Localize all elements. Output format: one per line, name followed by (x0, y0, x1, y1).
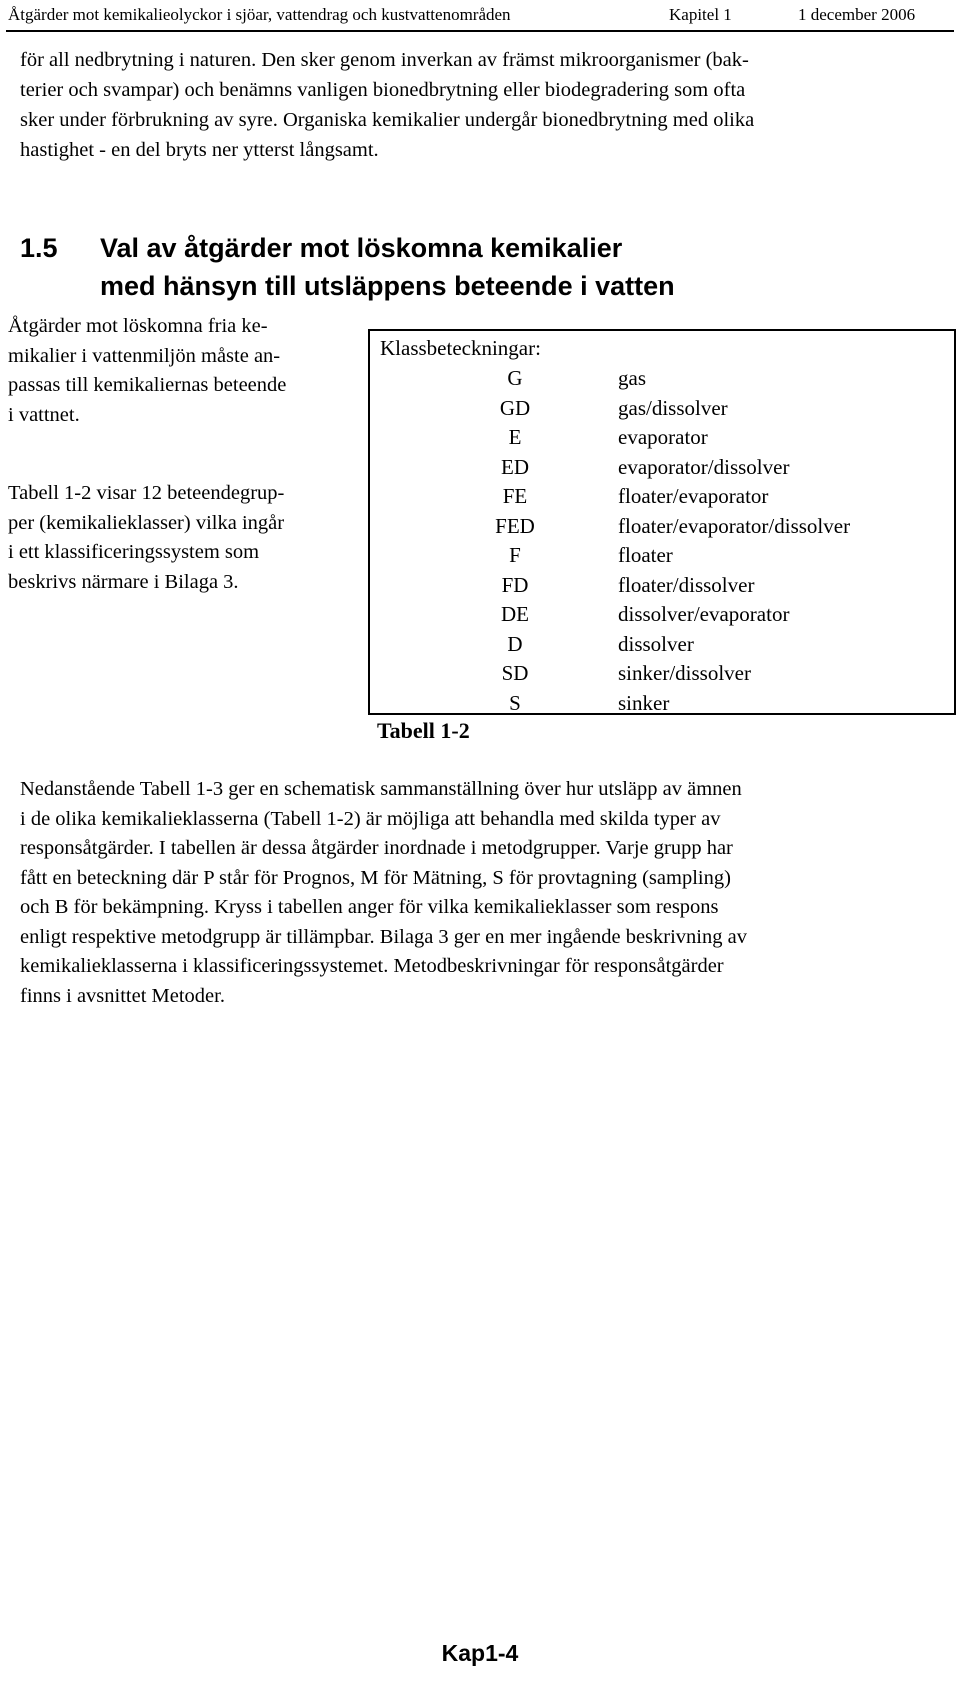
class-row (370, 658, 954, 688)
class-description: gas/dissolver (618, 395, 728, 420)
intro-line: för all nedbrytning i naturen. Den sker genom inverkan av främst mikroorganismer (bak- (20, 49, 749, 71)
class-row (370, 511, 954, 541)
body-line: i de olika kemikalieklasserna (Tabell 1-2) är möjliga att behandla med skilda typer av (20, 807, 721, 830)
left-column-line: per (kemikalieklasser) vilka ingår (8, 511, 285, 534)
class-description: floater/evaporator (618, 484, 769, 508)
intro-line: hastighet - en del bryts ner ytterst långsamt. (20, 139, 379, 161)
header-divider (6, 30, 954, 32)
table-caption: Tabell 1-2 (377, 718, 470, 743)
class-code: E (508, 425, 522, 449)
left-column-line: i ett klassificeringssystem som (8, 541, 260, 563)
class-row (370, 570, 954, 600)
body-line: och B för bekämpning. Kryss i tabellen anger för vilka kemikalieklasser som respons (20, 896, 719, 918)
class-code: ED (501, 454, 529, 479)
class-row (370, 452, 954, 482)
left-column-line: Tabell 1-2 visar 12 beteendegrup- (8, 482, 285, 504)
section-title-line-2: med hänsyn till utsläppens beteende i vatten (100, 271, 675, 301)
class-description: dissolver/evaporator (618, 602, 790, 626)
left-column-line: mikalier i vattenmiljön måste an- (8, 344, 281, 367)
class-code: S (509, 690, 521, 715)
intro-paragraph (20, 45, 935, 165)
class-row (370, 393, 954, 423)
class-description: floater (618, 543, 673, 567)
left-column-line: beskrivs närmare i Bilaga 3. (8, 570, 239, 593)
intro-line: terier och svampar) och benämns vanligen bionedbrytning eller biodegradering som ofta (20, 79, 746, 101)
class-code: GD (499, 395, 531, 420)
left-column-line: passas till kemikaliernas beteende (8, 374, 287, 396)
page-number: Kap1-4 (441, 1640, 519, 1666)
body-line: responsåtgärder. I tabellen är dessa åtgärder inordnade i metodgrupper. Varje grupp har (20, 837, 733, 859)
body-line: fått en beteckning där P står för Prognos, M för Mätning, S för provtagning (sampling) (20, 866, 731, 889)
body-line: Nedanstående Tabell 1-3 ger en schematisk sammanställning över hur utsläpp av ämnen (20, 778, 742, 800)
intro-line: sker under förbrukning av syre. Organiska kemikalier undergår bionedbrytning med olika (20, 109, 755, 131)
class-row (370, 481, 954, 511)
class-code: FD (501, 572, 529, 597)
class-description: dissolver (618, 631, 694, 656)
left-column-paragraph-1 (8, 312, 350, 430)
left-column-line: i vattnet. (8, 403, 80, 426)
class-row (370, 629, 954, 659)
left-column-line: Åtgärder mot löskomna fria ke- (8, 315, 268, 337)
body-paragraph (20, 775, 935, 1011)
section-number: 1.5 (20, 233, 58, 263)
class-designation-table (368, 329, 956, 715)
class-table-title: Klassbeteckningar: (380, 336, 541, 360)
class-row (370, 422, 954, 452)
class-code: D (507, 631, 523, 656)
class-code: SD (501, 661, 529, 685)
header-date: 1 december 2006 (798, 5, 916, 24)
class-code: FED (495, 513, 535, 538)
class-description: gas (618, 366, 646, 390)
class-description: floater/dissolver (618, 572, 755, 597)
class-description: evaporator/dissolver (618, 454, 790, 479)
class-row (370, 599, 954, 629)
class-code: G (507, 366, 523, 390)
class-code: FE (502, 484, 528, 508)
body-line: kemikalieklasserna i klassificeringssystemet. Metodbeskrivningar för responsåtgärder (20, 955, 724, 977)
page-header (8, 5, 952, 27)
header-document-title: Åtgärder mot kemikalieolyckor i sjöar, vattendrag och kustvattenområden (8, 5, 511, 24)
class-row (370, 688, 954, 718)
left-column-paragraph-2 (8, 479, 350, 597)
body-line: finns i avsnittet Metoder. (20, 984, 225, 1007)
class-row (370, 540, 954, 570)
class-code: DE (501, 602, 529, 626)
class-description: sinker/dissolver (618, 661, 751, 685)
class-description: floater/evaporator/dissolver (618, 513, 851, 538)
class-description: sinker (618, 690, 670, 715)
class-row (370, 363, 954, 393)
section-title-line-1: Val av åtgärder mot löskomna kemikalier (100, 233, 623, 263)
class-description: evaporator (618, 425, 708, 449)
header-chapter: Kapitel 1 (669, 5, 732, 24)
class-code: F (509, 543, 521, 567)
body-line: enligt respektive metodgrupp är tillämpbar. Bilaga 3 ger en mer ingående beskrivning av (20, 925, 747, 948)
